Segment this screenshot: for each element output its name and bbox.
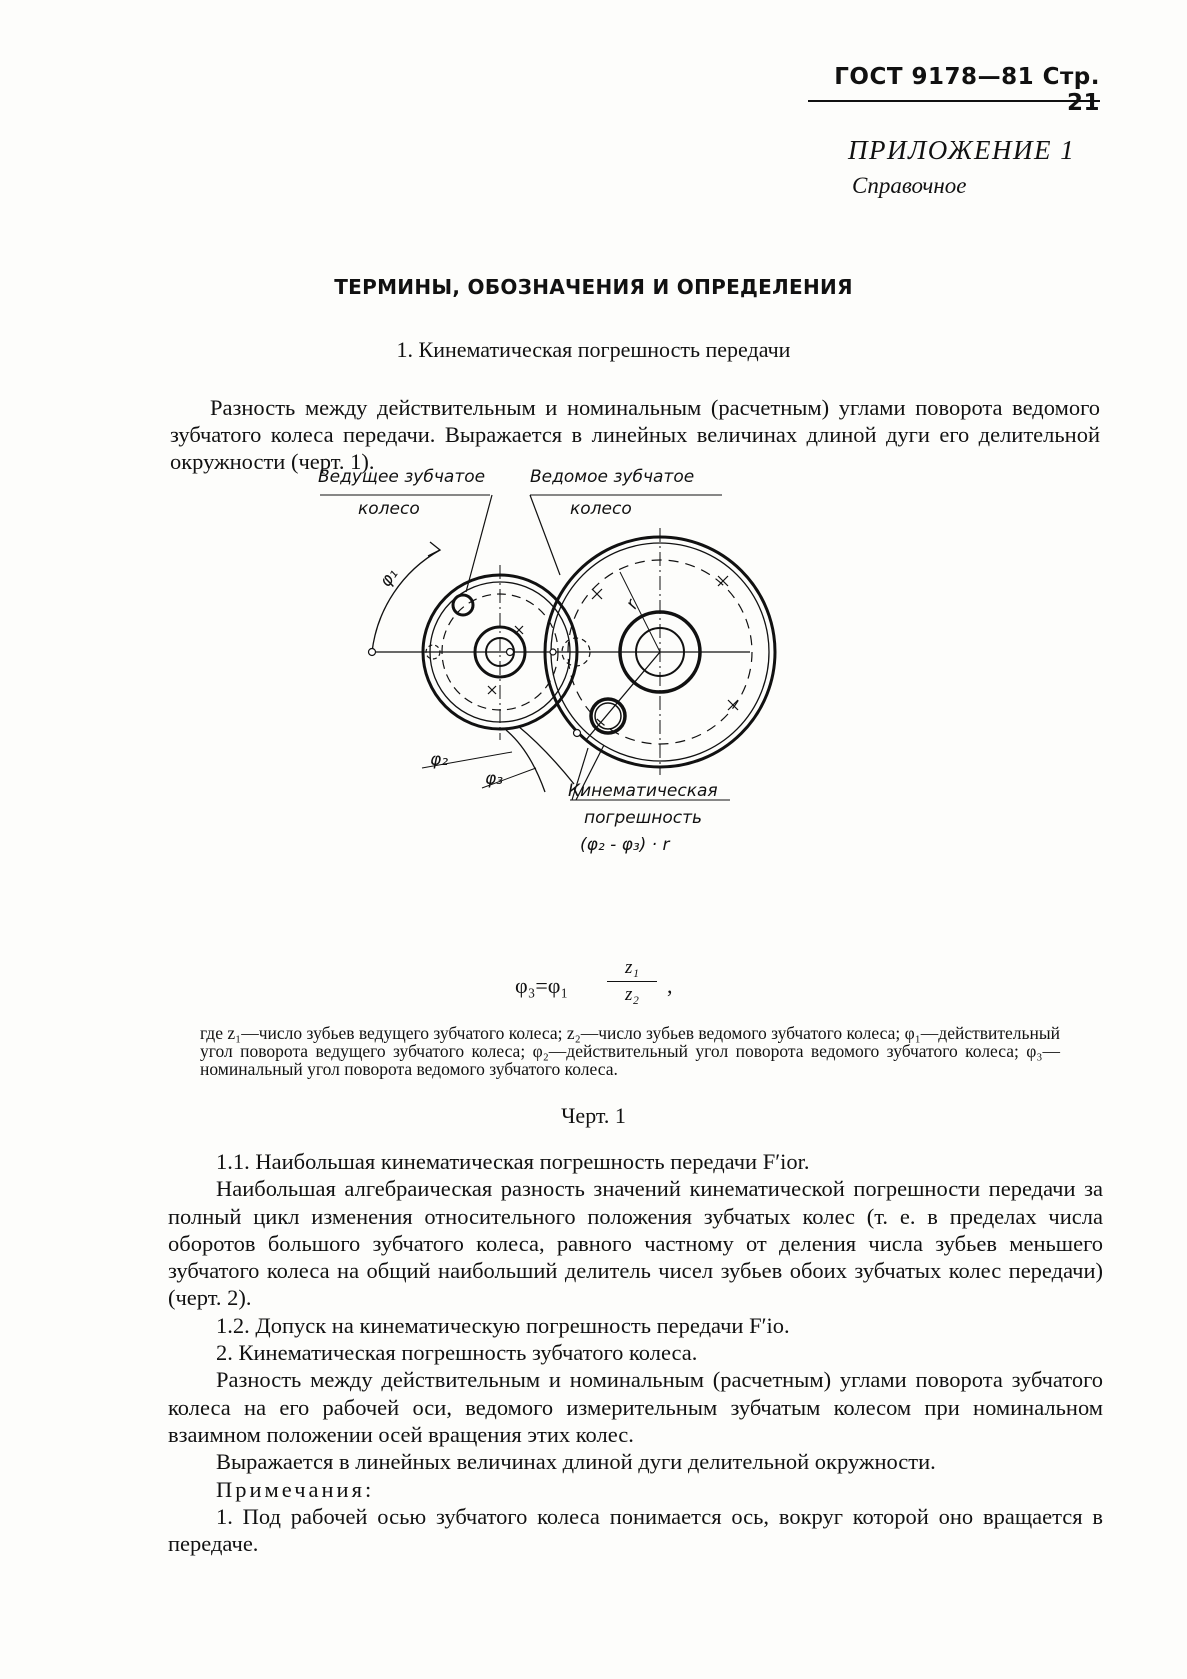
page-header: ГОСТ 9178—81 Стр. 21 <box>834 64 1100 116</box>
label-driven-gear: Ведомое зубчатое <box>530 467 695 487</box>
label-phi1: φ₁ <box>375 564 403 591</box>
header-rule <box>808 100 1100 102</box>
appendix-subtitle: Справочное <box>852 173 967 198</box>
label-phi3: φ₃ <box>485 769 504 789</box>
formula-fraction <box>607 957 657 1006</box>
intro-paragraph <box>170 394 1100 475</box>
formula-denominator: z₂ <box>625 984 639 1005</box>
para-2: 2. Кинематическая погрешность зубчатого колеса. <box>216 1340 698 1366</box>
formula <box>515 955 715 1015</box>
formula-lhs: φ₃=φ₁ <box>515 973 569 998</box>
label-driven-gear-2: колесо <box>570 499 632 519</box>
para-2-def: Разность между действительным и номинальным (расчетным) углами поворота зубчатого колеса на его рабочей оси, ведомого измерительным зубчатым колесом при номинальном взаимном положении осей вращения этих колес. <box>168 1367 1103 1447</box>
formula-legend: где z₁—число зубьев ведущего зубчатого колеса; z₂—число зубьев ведомого зубчатого колеса; φ₁—действительный угол поворота ведущего зубчатого колеса; φ₂—действительный угол поворота ведомого зубчатого колеса; φ₃—номинальный угол поворота ведомого зубчатого колеса. <box>200 1023 1060 1079</box>
note-1: 1. Под рабочей осью зубчатого колеса понимается ось, вокруг которой оно вращается в передаче. <box>168 1503 1103 1557</box>
para-1-2: 1.2. Допуск на кинематическую погрешность передачи F′io. <box>216 1312 790 1338</box>
label-phi2: φ₂ <box>430 750 449 770</box>
label-driving-gear-2: колесо <box>358 499 420 519</box>
figure-caption: Черт. 1 <box>561 1103 626 1128</box>
label-driving-gear: Ведущее зубчатое <box>318 467 486 487</box>
label-kinematic-error: Кинематическая <box>568 781 718 801</box>
para-2-units: Выражается в линейных величинах длиной дуги делительной окружности. <box>216 1449 936 1475</box>
intro-text: Разность между действительным и номинальным (расчетным) углами поворота ведомого зубчатого колеса передачи. Выражается в линейных величинах длиной дуги его делительной окружности (черт. 1). <box>170 395 1100 474</box>
main-title: ТЕРМИНЫ, ОБОЗНАЧЕНИЯ И ОПРЕДЕЛЕНИЯ <box>334 275 853 299</box>
label-kinematic-error-formula: (φ₂ - φ₃) · r <box>580 835 670 855</box>
label-r: r <box>622 596 643 613</box>
formula-tail: , <box>667 973 673 998</box>
gear-diagram <box>318 467 810 920</box>
body-text <box>168 1148 1103 1557</box>
appendix-title: ПРИЛОЖЕНИЕ 1 <box>848 135 1076 165</box>
notes-heading: Примечания: <box>216 1476 375 1502</box>
para-1-1: 1.1. Наибольшая кинематическая погрешность передачи F′ior. <box>216 1149 810 1174</box>
section-1-title: 1. Кинематическая погрешность передачи <box>396 337 791 362</box>
fraction-bar <box>607 981 657 982</box>
para-1-1-def: Наибольшая алгебраическая разность значений кинематической погрешности передачи за полный цикл изменения относительного положения зубчатых колес (т. е. в пределах числа оборотов большого зубчатого колеса, равного частному от деления числа зубьев меньшего зубчатого колеса на общий наибольший делитель чисел зубьев обоих зубчатых колес передачи) (черт. 2). <box>168 1176 1103 1311</box>
label-kinematic-error-2: погрешность <box>584 808 703 828</box>
formula-numerator: z₁ <box>625 957 639 978</box>
